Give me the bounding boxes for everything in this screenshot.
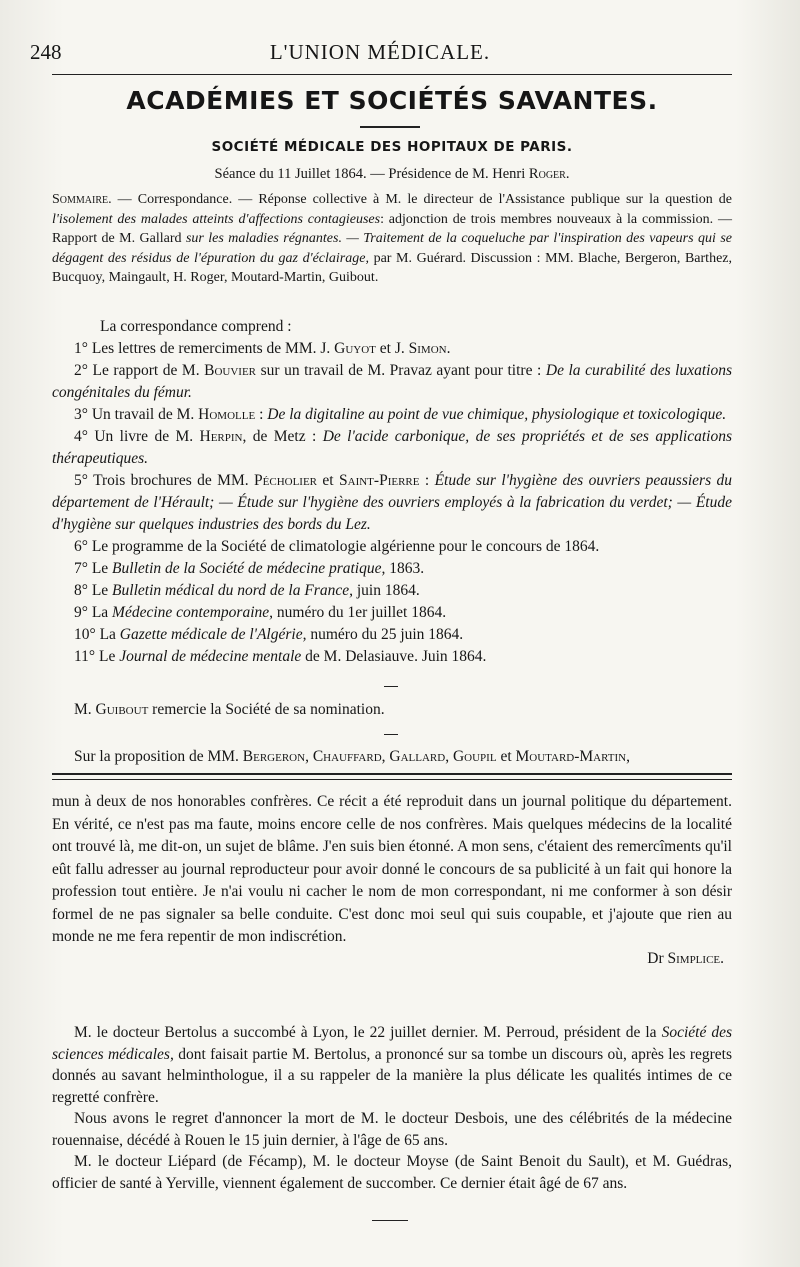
running-title: L'UNION MÉDICALE.: [269, 40, 491, 64]
section-divider: [52, 773, 732, 775]
news-item: M. le docteur Bertolus a succombé à Lyon, le 22 juillet dernier. M. Perroud, président de la Société des sciences médicales, dont faisait partie M. Bertolus, a prononcé sur sa tombe un discours où, après les regrets donnés au savant helminthologue, il a su rappeler de la manière la plus délicate les qualités intimes de ce regretté confrère.: [52, 1024, 733, 1106]
end-rule: [372, 1220, 408, 1221]
header-rule: [52, 74, 732, 75]
letter-signature: Dr Simplice.: [647, 950, 724, 967]
section-title: ACADÉMIES ET SOCIÉTÉS SAVANTES.: [126, 86, 658, 115]
news-item: Nous avons le regret d'annoncer la mort de M. le docteur Desbois, une des célébrités de la médecine rouennaise, décédé à Rouen le 15 juin dernier, à l'âge de 65 ans.: [52, 1110, 732, 1149]
session-text: Séance du 11 Juillet 1864. — Présidence de M. Henri: [214, 166, 529, 182]
list-item: 1° Les lettres de remerciments de MM. J. Guyot et J. Simon.: [74, 340, 451, 357]
letter-paragraph: mun à deux de nos honorables confrères. Ce récit a été reproduit dans un journal politique du département. En vérité, ce n'est pas ma faute, moins encore celle de nos confrères. Mais quelques médecins de la localité ont trouvé là, me dit-on, un sujet de blâme. J'en suis bien étonné. A mon sens, c'étaient des remercîments qu'il eût fallu adresser au journal reproducteur pour avoir donné le concours de sa publicité à un fait qui honore la profession tout entière. Je n'ai voulu ni cacher le nom de mon correspondant, ni me conformer à son désir formel de ne pas signaler sa belle conduite. C'est donc moi seul qui suis coupable, et j'ajoute que rien au monde ne me fera repentir de mon indiscrétion.: [52, 793, 732, 945]
summary-paragraph: [52, 190, 732, 288]
summary-text: — Correspondance. — Réponse collective à M. le directeur de l'Assistance publique sur la question de: [111, 192, 732, 207]
proposal-paragraph: Sur la proposition de MM. Bergeron, Chauffard, Gallard, Goupil et Moutard-Martin,: [74, 748, 630, 765]
page-header: [30, 40, 730, 68]
session-end: .: [565, 166, 570, 182]
summary-label: Sommaire.: [52, 192, 112, 207]
separator-dash: [384, 734, 398, 735]
summary-italic: sur les maladies régnantes. — Traitement de la coqueluche par l'inspiration des vapeurs qui se dégagent des résidus de l'épuration du gaz d'éclairage,: [52, 231, 732, 266]
list-item: 10° La Gazette médicale de l'Algérie, numéro du 25 juin 1864.: [74, 626, 464, 643]
title-rule: [360, 126, 420, 128]
summary-italic: l'isolement des malades atteints d'affections contagieuses: [52, 211, 381, 227]
list-item: 11° Le Journal de médecine mentale de M. Delasiauve. Juin 1864.: [74, 648, 487, 665]
list-item: 9° La Médecine contemporaine, numéro du 1er juillet 1864.: [74, 604, 447, 621]
list-item: 7° Le Bulletin de la Société de médecine pratique, 1863.: [74, 560, 425, 577]
session-line: [52, 166, 732, 183]
list-item: 4° Un livre de M. Herpin, de Metz : De l'acide carbonique, de ses propriétés et de ses applications thérapeutiques.: [52, 428, 732, 467]
list-item: 3° Un travail de M. Homolle : De la digitaline au point de vue chimique, physiologique et toxicologique.: [74, 406, 727, 423]
guibout-paragraph: M. Guibout remercie la Société de sa nomination.: [74, 701, 385, 718]
news-item: M. le docteur Liépard (de Fécamp), M. le docteur Moyse (de Saint Benoit du Sault), et M. Guédras, officier de santé à Yerville, viennent également de succomber. Ce dernier était âgé de 67 ans.: [52, 1153, 732, 1192]
president-name: Roger: [528, 166, 566, 182]
list-item: 2° Le rapport de M. Bouvier sur un travail de M. Pravaz ayant pour titre : De la curabilité des luxations congénitales du fémur.: [52, 362, 732, 401]
list-item: 6° Le programme de la Société de climatologie algérienne pour le concours de 1864.: [74, 538, 600, 555]
page-number: 248: [30, 40, 62, 64]
society-heading: SOCIÉTÉ MÉDICALE DES HOPITAUX DE PARIS.: [211, 139, 573, 155]
summary-text: : adjonction de trois membres nouveaux à la commission. — Rapport de M. Gallard: [52, 211, 732, 246]
list-item: 5° Trois brochures de MM. Pécholier et Saint-Pierre : Étude sur l'hygiène des ouvriers peaussiers du département de l'Hérault; — Étude sur l'hygiène des ouvriers employés à la fabrication du verdet; — Étude d'hygiène sur quelques industries des bords du Lez.: [52, 472, 733, 533]
correspondence-list: [52, 338, 732, 668]
section-divider: [52, 779, 732, 780]
correspondence-intro: La correspondance comprend :: [100, 318, 292, 335]
summary-text: par M. Guérard. Discussion : MM. Blache, Bergeron, Barthez, Bucquoy, Maingault, H. Roger, Moutard-Martin, Guibout.: [52, 250, 732, 285]
list-item: 8° Le Bulletin médical du nord de la France, juin 1864.: [74, 582, 420, 599]
separator-dash: [384, 686, 398, 687]
